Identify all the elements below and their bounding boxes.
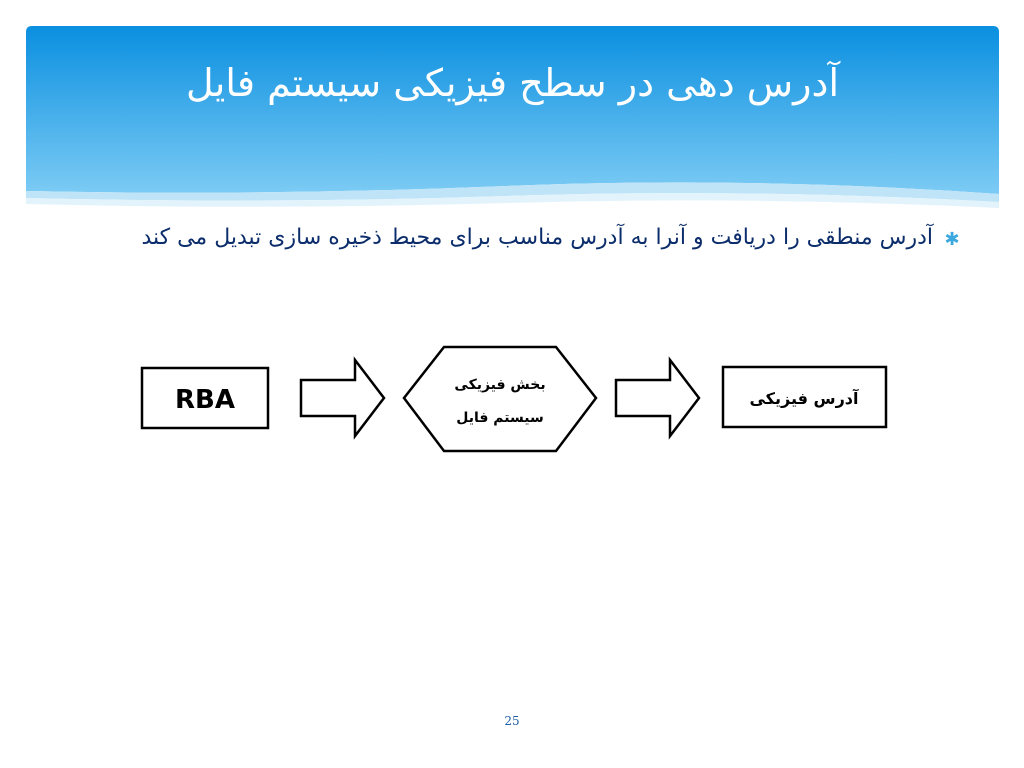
arrow-right-icon (616, 360, 699, 436)
title-banner (26, 26, 999, 216)
physical-address-label: آدرس فیزیکی (749, 389, 859, 408)
process-label-line2: سیستم فایل (456, 410, 544, 426)
slide-title: آدرس دهی در سطح فیزیکی سیستم فایل (185, 61, 840, 105)
page-number: 25 (504, 714, 520, 728)
bullet-list (110, 222, 965, 258)
process-label-line1: بخش فیزیکی (454, 377, 546, 393)
diagram-canvas (130, 335, 900, 465)
arrow-right-icon (301, 360, 384, 436)
asterisk-bullet-icon: ✱ (944, 229, 960, 250)
physical-address-box (723, 367, 886, 427)
bullet-item (110, 222, 965, 258)
address-translation-diagram (130, 335, 900, 465)
rba-label: RBA (175, 385, 235, 415)
rba-box (142, 368, 268, 428)
bullet-text: آدرس منطقی را دریافت و آنرا به آدرس مناسب برای محیط ذخیره سازی تبدیل می کند (141, 225, 933, 250)
physical-file-system-hexagon (404, 347, 596, 451)
